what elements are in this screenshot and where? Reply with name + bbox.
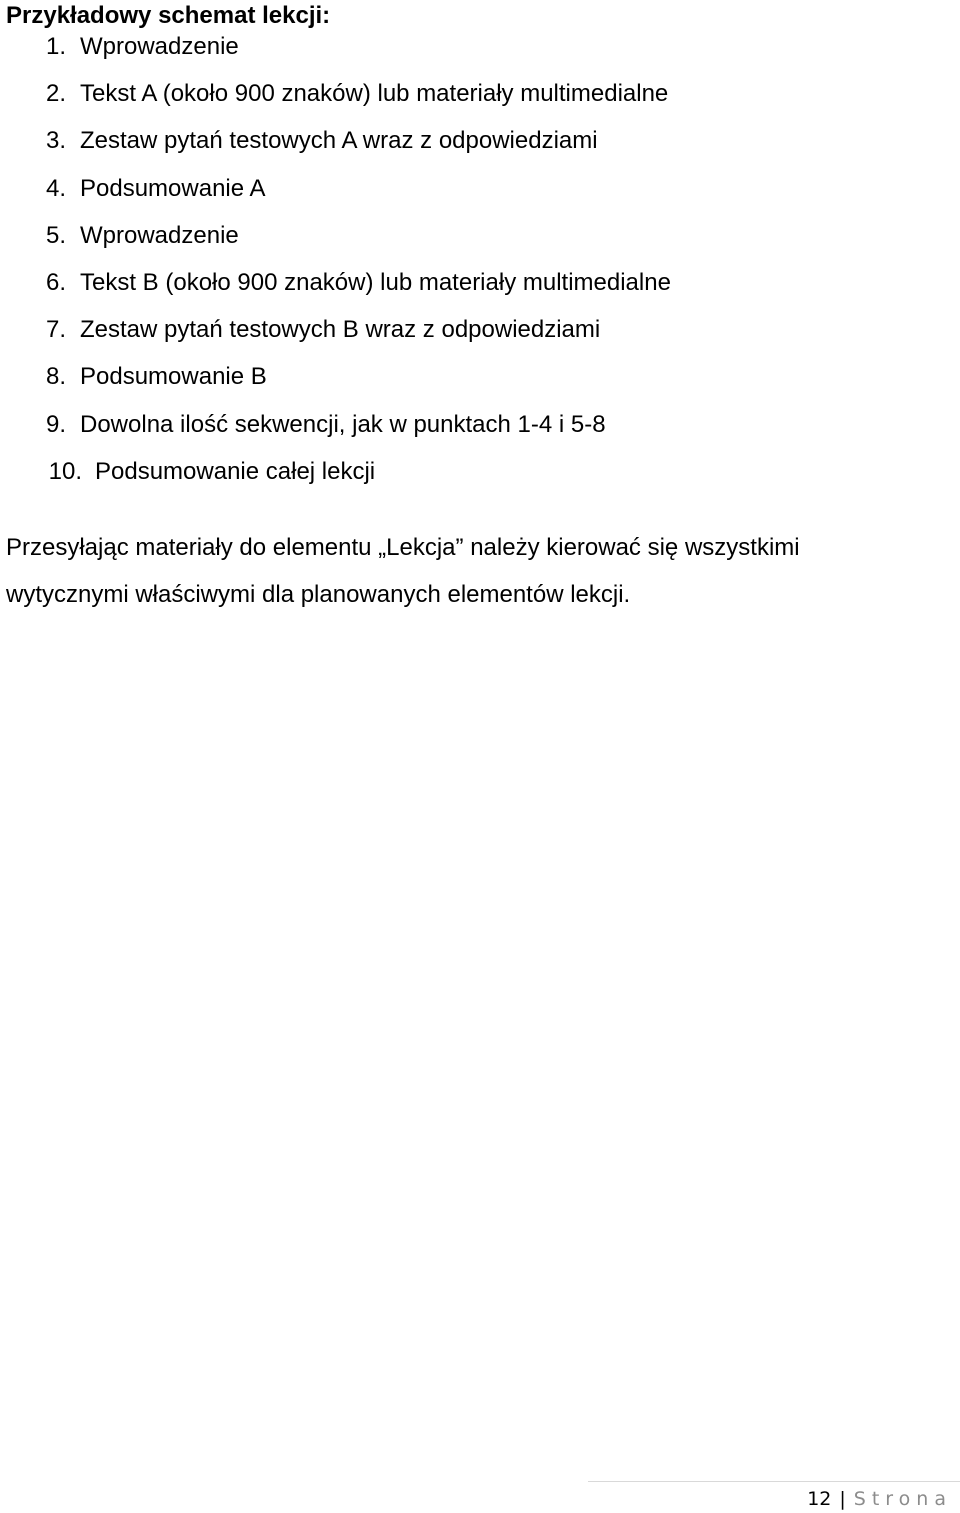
list-item-text: Podsumowanie B (80, 363, 267, 391)
list-item-text: Dowolna ilość sekwencji, jak w punktach 1-4 i 5-8 (80, 410, 606, 438)
list-item-text: Wprowadzenie (80, 33, 239, 60)
list-item-number: 8. (45, 363, 66, 391)
list-item-text: Podsumowanie całej lekcji (95, 457, 376, 485)
list-item-text: Wprowadzenie (80, 221, 239, 249)
page-footer (807, 1487, 952, 1511)
page-label: Strona (853, 1488, 952, 1510)
page-number: 12 (807, 1488, 832, 1510)
list-item-number: 9. (45, 410, 66, 438)
list-item-number: 7. (45, 316, 66, 344)
list-item-text: Zestaw pytań testowych B wraz z odpowiedziami (80, 316, 601, 344)
list-item-number: 4. (45, 174, 66, 202)
list-item-number: 1. (45, 33, 66, 60)
list-item-number: 2. (45, 80, 66, 108)
body-paragraph-line: Przesyłając materiały do elementu „Lekcja” należy kierować się wszystkimi (6, 534, 800, 561)
list-item-text: Podsumowanie A (80, 174, 266, 202)
list-item-number: 5. (45, 221, 66, 249)
list-item-text: Tekst A (około 900 znaków) lub materiały multimedialne (80, 80, 669, 108)
body-paragraph-line: wytycznymi właściwymi dla planowanych elementów lekcji. (6, 581, 631, 608)
list-item-number: 10. (48, 457, 82, 485)
list-item-number: 3. (45, 127, 66, 155)
list-item-text: Tekst B (około 900 znaków) lub materiały multimedialne (80, 268, 671, 296)
body-paragraph (6, 524, 946, 618)
list-item-number: 6. (45, 268, 66, 296)
footer-divider (588, 1481, 960, 1482)
list-item-text: Zestaw pytań testowych A wraz z odpowiedziami (80, 127, 598, 155)
footer-separator: | (839, 1488, 846, 1510)
page-title: Przykładowy schemat lekcji: (6, 2, 331, 29)
